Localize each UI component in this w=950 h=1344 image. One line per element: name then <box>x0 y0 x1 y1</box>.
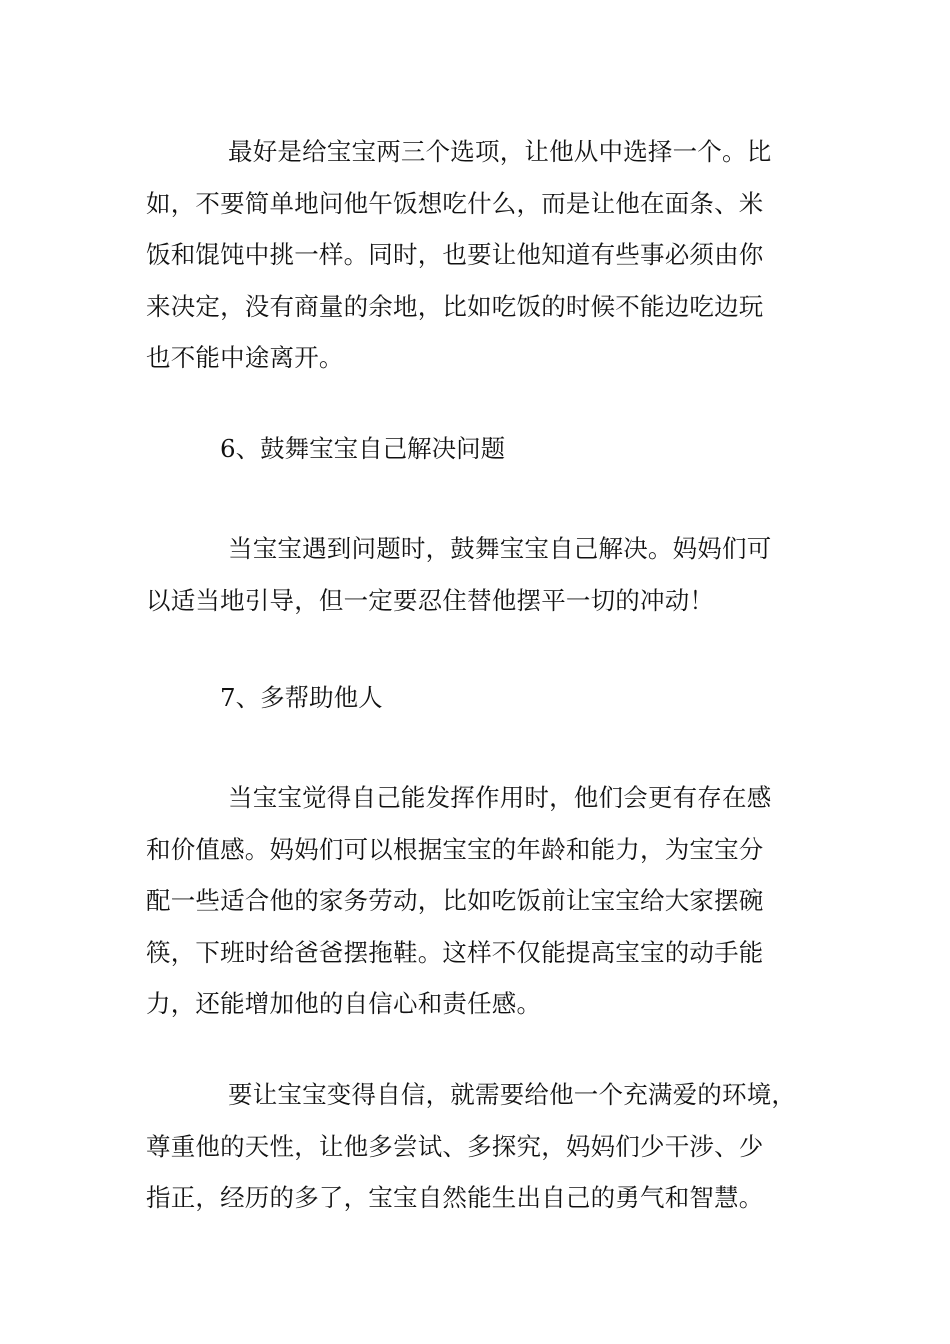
text-line: 筷，下班时给爸爸摆拖鞋。这样不仅能提高宝宝的动手能 <box>146 937 764 967</box>
section-heading-6: 6、鼓舞宝宝自己解决问题 <box>220 434 506 463</box>
text-line: 当宝宝遇到问题时，鼓舞宝宝自己解决。妈妈们可 <box>228 534 772 563</box>
text-line: 和价值感。妈妈们可以根据宝宝的年龄和能力，为宝宝分 <box>146 834 764 864</box>
text-line: 最好是给宝宝两三个选项，让他从中选择一个。比 <box>228 137 772 166</box>
text-line: 要让宝宝变得自信，就需要给他一个充满爱的环境， <box>228 1080 797 1109</box>
text-line: 尊重他的天性，让他多尝试、多探究，妈妈们少干涉、少 <box>146 1131 764 1161</box>
text-line: 如，不要简单地问他午饭想吃什么，而是让他在面条、米 <box>146 188 764 218</box>
text-line: 指正，经历的多了，宝宝自然能生出自己的勇气和智慧。 <box>146 1183 764 1212</box>
text-line: 来决定，没有商量的余地，比如吃饭的时候不能边吃边玩 <box>146 291 764 321</box>
text-line: 力，还能增加他的自信心和责任感。 <box>146 989 542 1018</box>
paragraph-help-others <box>146 772 816 1030</box>
paragraph-choices <box>146 126 816 384</box>
text-line: 配一些适合他的家务劳动，比如吃饭前让宝宝给大家摆碗 <box>146 886 764 915</box>
paragraph-solve-problems <box>146 523 816 626</box>
text-line: 以适当地引导，但一定要忍住替他摆平一切的冲动！ <box>146 585 715 615</box>
paragraph-conclusion <box>146 1069 816 1224</box>
section-heading-7: 7、多帮助他人 <box>220 683 383 712</box>
text-line: 当宝宝觉得自己能发挥作用时，他们会更有存在感 <box>228 783 772 812</box>
text-line: 饭和馄饨中挑一样。同时，也要让他知道有些事必须由你 <box>146 240 764 269</box>
text-line: 也不能中途离开。 <box>146 343 344 372</box>
